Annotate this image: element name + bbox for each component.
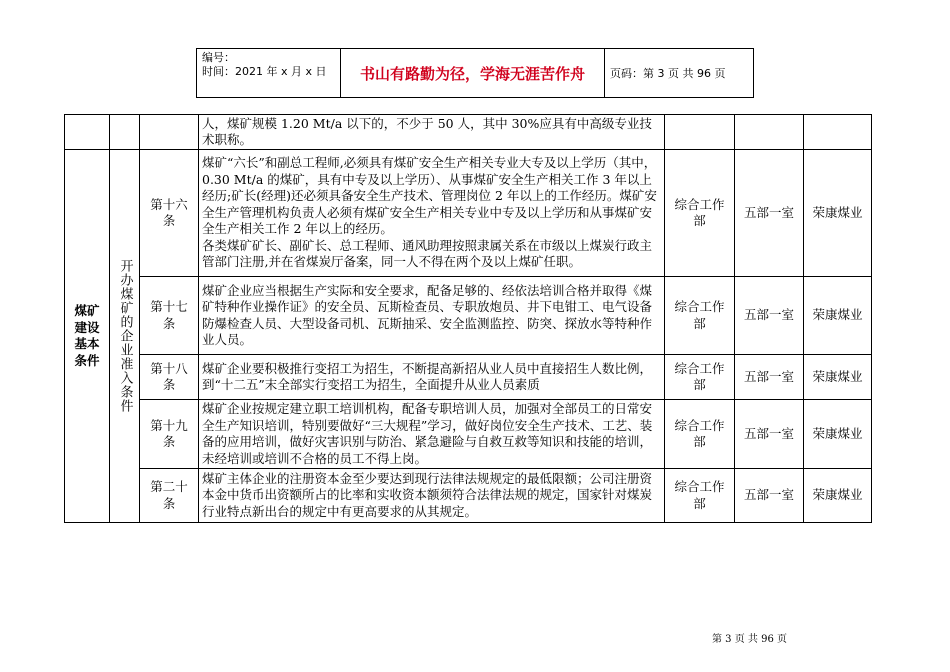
dept-cell: 综合工作部 (665, 469, 735, 523)
header-page: 页码：第 3 页 共 96 页 (610, 67, 726, 80)
article-text: 煤矿主体企业的注册资本金至少要达到现行法律法规规定的最低限额；公司注册资本金中货币出资额所占的比率和实收资本额须符合法律法规的规定，国家针对煤炭行业特点新出台的规定中有更高要求的从其规定。 (199, 469, 665, 523)
header-number: 编号： (202, 51, 235, 64)
page-footer: 第 3 页 共 96 页 (712, 634, 787, 645)
table-row (65, 150, 872, 277)
company-cell: 荣康煤业 (804, 355, 872, 400)
dept-cell: 综合工作部 (665, 400, 735, 469)
category-cell (65, 150, 110, 523)
cell-empty (140, 115, 199, 150)
header-meta (197, 49, 341, 97)
unit-cell: 五部一室 (735, 277, 804, 355)
unit-cell: 五部一室 (735, 150, 804, 277)
article-text: 煤矿企业要积极推行变招工为招生，不断提高新招从业人员中直接招生人数比例，到“十二五”末全部实行变招工为招生，全面提升从业人员素质 (199, 355, 665, 400)
article-paragraph: 煤矿“六长”和副总工程师,必须具有煤矿安全生产相关专业大专及以上学历（其中，0.30 Mt/a 的煤矿，具有中专及以上学历）、从事煤矿安全生产相关工作 3 年以上经历;矿长(经理)还必须具备安全生产技术、管理岗位 2 年以上的工作经历。煤矿安全生产管理机构负责人必须有煤矿安全生产相关专业中专及以上学历和从事煤矿安全生产相关工作 2 年以上的经历。 (202, 155, 657, 237)
article-number: 第十八条 (140, 355, 199, 400)
subcategory-cell (110, 150, 140, 523)
unit-cell: 五部一室 (735, 469, 804, 523)
company-cell: 荣康煤业 (804, 469, 872, 523)
table-row (65, 355, 872, 400)
article-number: 第十七条 (140, 277, 199, 355)
cell-empty (665, 115, 735, 150)
category-label: 煤矿建设基本条件 (74, 303, 100, 368)
unit-cell: 五部一室 (735, 400, 804, 469)
article-text: 煤矿企业按规定建立职工培训机构，配备专职培训人员，加强对全部员工的日常安全生产知识培训，特别要做好“三大规程”学习，做好岗位安全生产技术、工艺、装备的应用培训，做好灾害识别与防治、紧急避险与自救互救等知识和技能的培训，未经培训或培训不合格的员工不得上岗。 (199, 400, 665, 469)
company-cell: 荣康煤业 (804, 400, 872, 469)
dept-cell: 综合工作部 (665, 277, 735, 355)
article-number: 第十九条 (140, 400, 199, 469)
cell-empty (804, 115, 872, 150)
dept-cell: 综合工作部 (665, 355, 735, 400)
cell-empty (65, 115, 110, 150)
continued-text: 人，煤矿规模 1.20 Mt/a 以下的，不少于 50 人，其中 30%应具有中高级专业技术职称。 (199, 115, 665, 150)
company-cell: 荣康煤业 (804, 277, 872, 355)
header-motto: 书山有路勤为径，学海无涯苦作舟 (341, 49, 605, 97)
article-paragraph: 各类煤矿矿长、副矿长、总工程师、通风助理按照隶属关系在市级以上煤炭行政主管部门注册,并在省煤炭厅备案，同一人不得在两个及以上煤矿任职。 (202, 237, 653, 270)
cell-empty (110, 115, 140, 150)
article-number: 第二十条 (140, 469, 199, 523)
subcategory-label: 开办煤矿的企业准入条件 (117, 259, 133, 413)
article-number: 第十六条 (140, 150, 199, 277)
unit-cell: 五部一室 (735, 355, 804, 400)
table-row-continued (65, 115, 872, 150)
cell-empty (735, 115, 804, 150)
article-text: 煤矿企业应当根据生产实际和安全要求，配备足够的、经依法培训合格并取得《煤矿特种作业操作证》的安全员、瓦斯检查员、专职放炮员、井下电钳工、电气设备防爆检查人员、大型设备司机、瓦斯抽采、安全监测监控、防突、探放水等特种作业人员。 (199, 277, 665, 355)
table-row (65, 400, 872, 469)
page-header (196, 48, 754, 98)
header-time: 时间：2021 年 x 月 x 日 (202, 65, 327, 78)
table-row (65, 277, 872, 355)
table-row (65, 469, 872, 523)
company-cell: 荣康煤业 (804, 150, 872, 277)
article-text (199, 150, 665, 277)
regulation-table (64, 114, 872, 523)
dept-cell: 综合工作部 (665, 150, 735, 277)
